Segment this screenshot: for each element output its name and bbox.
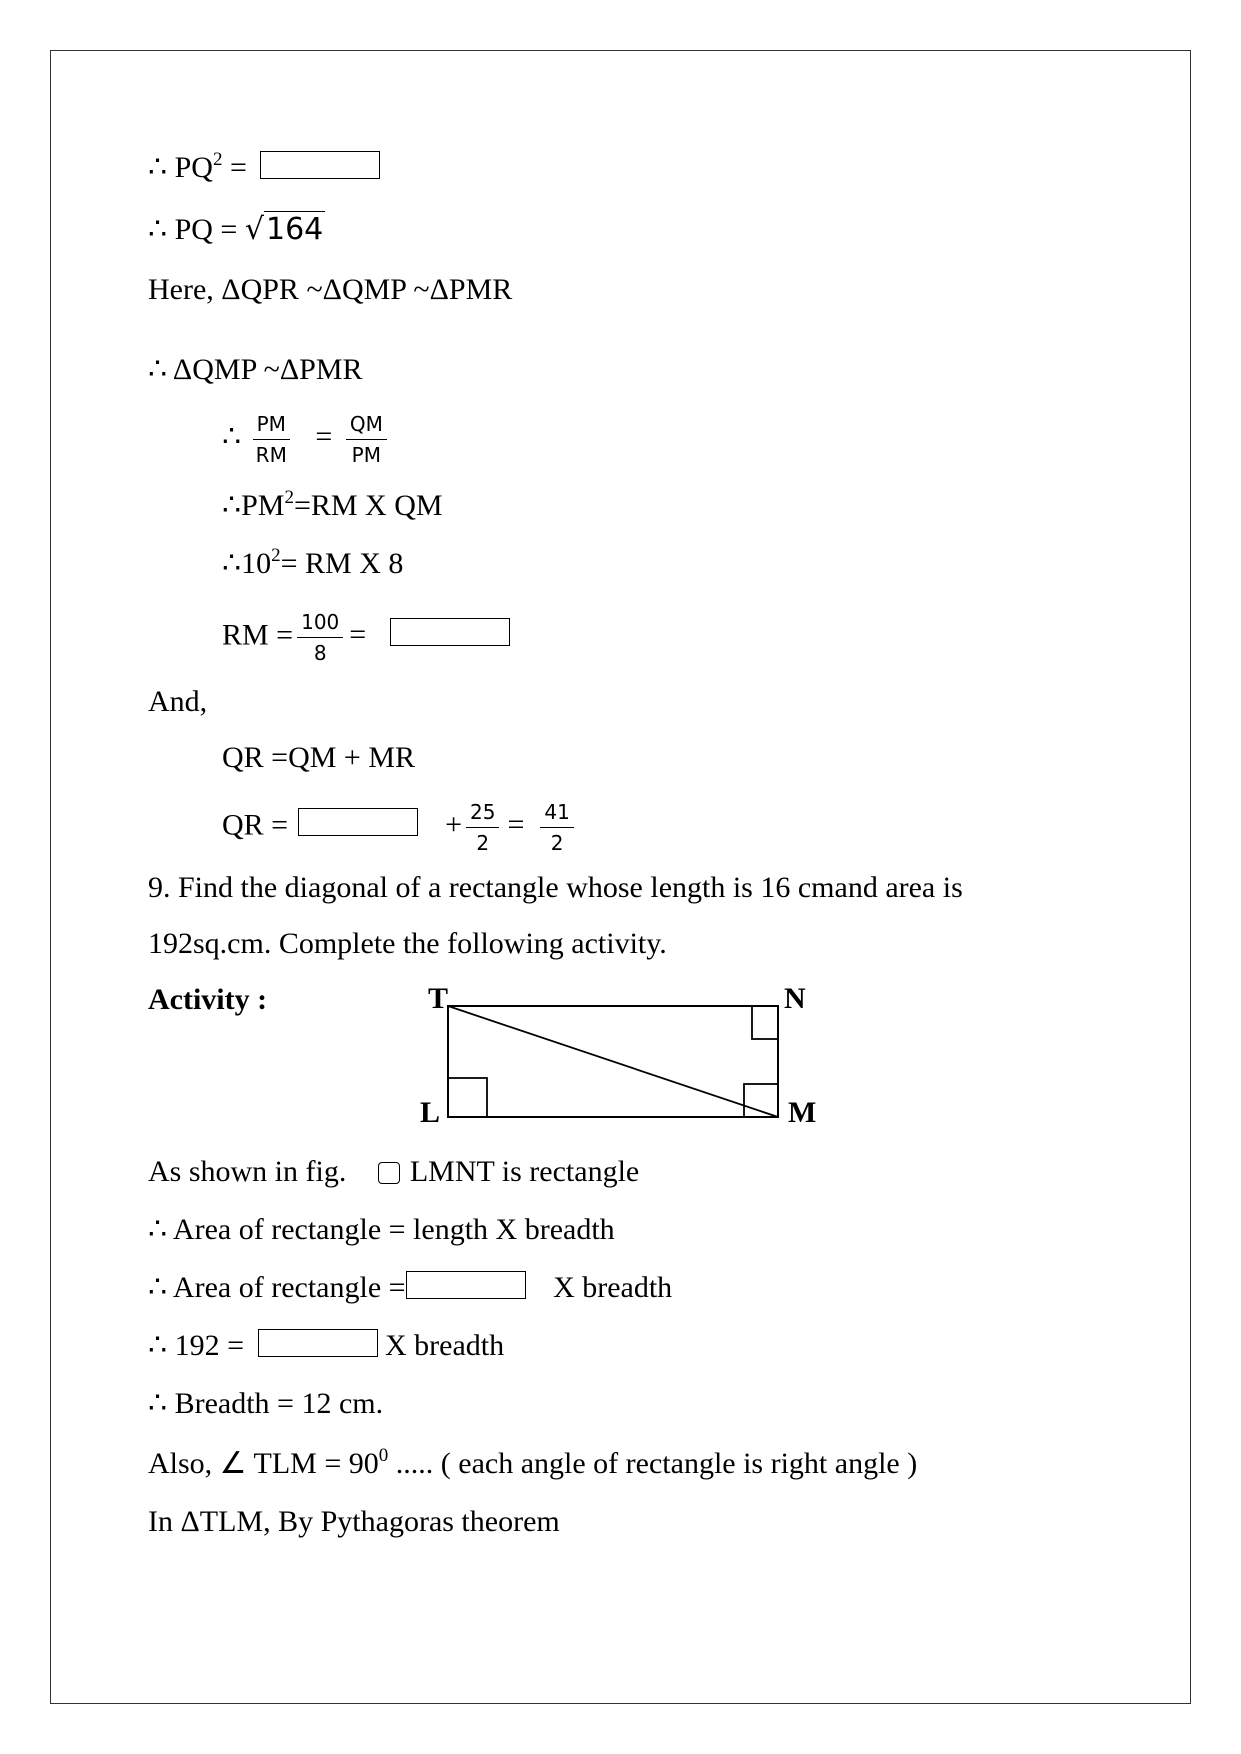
answer-box-rm[interactable] [390,618,510,646]
qr-sum-line: QR =QM + MR [222,741,416,774]
therefore-symbol: ∴ [222,420,242,454]
pq-squared-line [148,150,380,186]
fraction-numerator: 41 [540,800,573,828]
vertex-label-t: T [428,982,449,1015]
pm2-exponent: 2 [284,487,294,508]
rectangle-symbol-icon [378,1162,400,1184]
shown-in-fig-line [148,1154,639,1190]
ten-rest: = RM X 8 [280,547,404,580]
equals-sign: = [349,618,367,652]
qr-line [222,800,578,855]
ratio-line [222,412,391,467]
similarity-statement: Here, ΔQPR ~ΔQMP ~ΔPMR [148,273,513,306]
fraction-denominator: PM [351,443,381,467]
and-text: And, [148,685,208,718]
qr-text: QR = [222,808,289,842]
vertex-label-m: M [788,1096,817,1129]
rm-text: RM = [222,618,294,652]
similarity-conclusion: ∴ ΔQMP ~ΔPMR [148,353,363,386]
eq192-text: ∴ 192 = [148,1329,245,1362]
vertex-label-n: N [784,982,806,1015]
angle-text: Also, ∠ TLM = 90 [148,1447,379,1480]
fraction-numerator: QM [346,412,387,440]
ten-squared-line [222,546,403,582]
sqrt-radicand: 164 [265,212,324,247]
activity-heading: Activity : [148,983,268,1016]
fraction-100-8 [297,610,343,665]
equals-sign: = [315,420,333,454]
area2-text: ∴ Area of rectangle = [148,1271,406,1304]
eq192-suffix: X breadth [385,1329,505,1362]
pq-line [148,212,325,248]
diagonal-tm [448,1006,778,1117]
area-formula-line: ∴ Area of rectangle = length X breadth [148,1213,615,1246]
fraction-41-2 [540,800,573,855]
fraction-denominator: 2 [476,831,490,855]
rectangle-figure [410,976,830,1136]
fraction-denominator: RM [255,443,287,467]
fraction-numerator: 100 [297,610,343,638]
fraction-numerator: 25 [466,800,499,828]
right-angle-l [448,1078,487,1117]
pm2-text: ∴PM [222,489,285,522]
right-angle-n [752,1006,778,1039]
breadth-line: ∴ Breadth = 12 cm. [148,1387,384,1420]
fraction-numerator: PM [253,412,290,440]
shown-rest: LMNT is rectangle [409,1155,640,1188]
question-9-line-1: 9. Find the diagonal of a rectangle whose length is 16 cmand area is [148,871,963,904]
fraction-25-2 [466,800,499,855]
vertex-label-l: L [420,1096,441,1129]
eq-192-line [148,1328,504,1364]
answer-box-192[interactable] [258,1329,378,1357]
ten-text: ∴10 [222,547,272,580]
fraction-pm-rm [253,412,290,467]
answer-box-pq2[interactable] [260,151,380,179]
pq2-exponent: 2 [212,149,223,170]
pq2-text: ∴ PQ [148,151,213,184]
answer-box-length[interactable] [406,1271,526,1299]
equals-sign: = [507,808,525,842]
pm-squared-line [222,488,443,524]
plus-sign: + [445,808,463,842]
angle-line [148,1446,917,1482]
pm2-rest: =RM X QM [293,489,443,522]
sqrt-expression [245,211,325,247]
fraction-qm-pm [346,412,387,467]
question-9-line-2: 192sq.cm. Complete the following activity. [148,927,667,960]
pythagoras-line: In ΔTLM, By Pythagoras theorem [148,1505,560,1538]
angle-reason: ..... ( each angle of rectangle is right angle ) [388,1447,918,1480]
ten-exponent: 2 [271,545,281,566]
answer-box-qm[interactable] [298,808,418,836]
fraction-denominator: 8 [313,641,327,665]
pq2-equals: = [222,151,247,184]
shown-text: As shown in fig. [148,1155,347,1188]
area2-suffix: X breadth [553,1271,673,1304]
sqrt-symbol: √ [244,212,264,247]
pq-text: ∴ PQ = [148,213,245,246]
area-substitution-line [148,1270,672,1306]
rm-line [222,610,510,665]
fraction-denominator: 2 [550,831,564,855]
degree-exponent: 0 [378,1445,389,1466]
